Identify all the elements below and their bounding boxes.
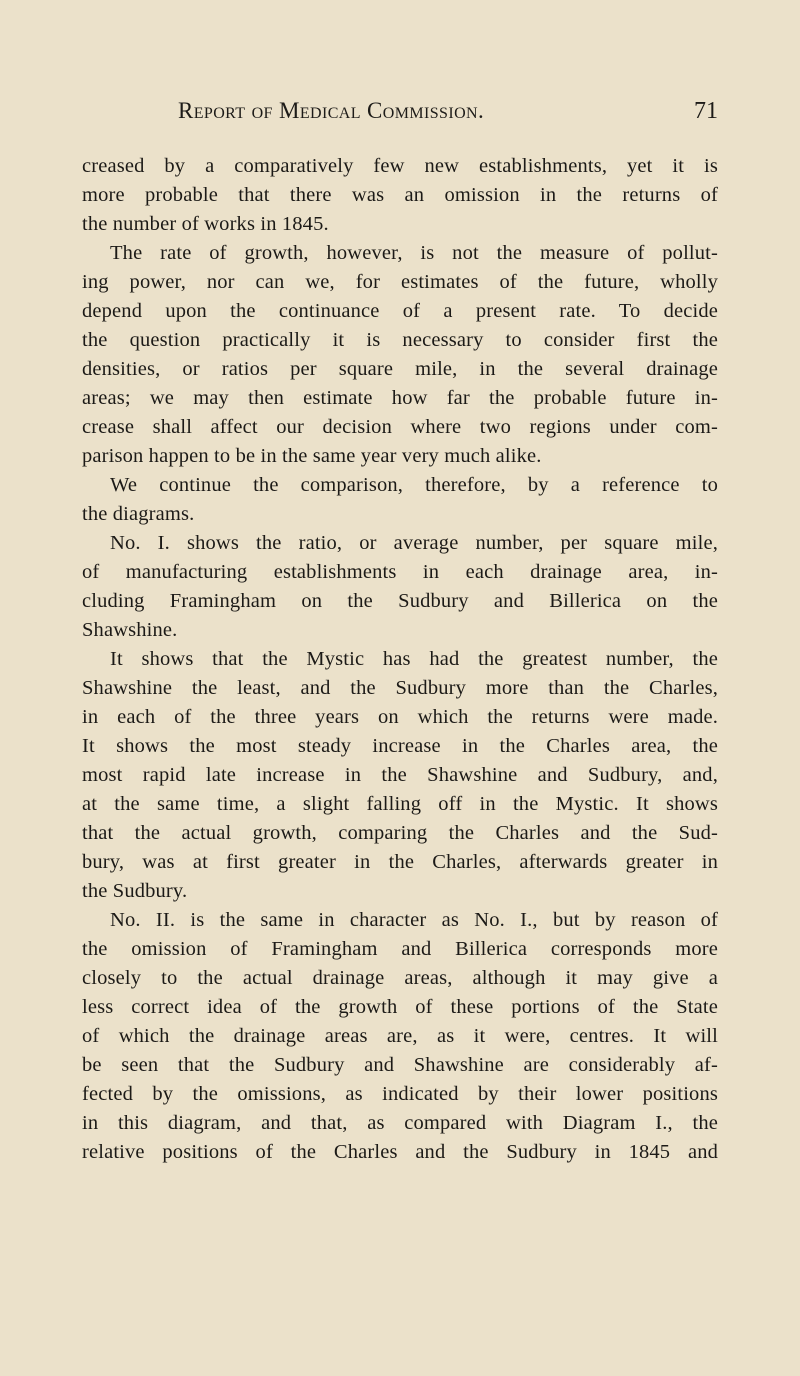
text-line: in each of the three years on which the returns were made. [82,706,718,728]
text-line: less correct idea of the growth of these portions of the State [82,996,718,1018]
paragraph-start-line: No. I. shows the ratio, or average number, per square mile, [110,532,718,554]
text-line: at the same time, a slight falling off in the Mystic. It shows [82,793,718,815]
text-line: It shows the most steady increase in the Charles area, the [82,735,718,757]
text-line: the omission of Framingham and Billerica corresponds more [82,938,718,960]
text-line: depend upon the continuance of a present rate. To decide [82,300,718,322]
text-line: the Sudbury. [82,880,188,902]
page-number: 71 [694,98,718,124]
text-line: more probable that there was an omission in the returns of [82,184,718,206]
text-line: of manufacturing establishments in each drainage area, in- [82,561,718,583]
paragraph-start-line: It shows that the Mystic has had the greatest number, the [110,648,718,670]
text-line: closely to the actual drainage areas, although it may give a [82,967,718,989]
text-line: that the actual growth, comparing the Charles and the Sud- [82,822,718,844]
text-line: relative positions of the Charles and the Sudbury in 1845 and [82,1141,718,1163]
text-line: parison happen to be in the same year very much alike. [82,445,542,467]
text-line: creased by a comparatively few new establishments, yet it is [82,155,718,177]
text-line: crease shall affect our decision where two regions under com- [82,416,718,438]
text-line: ing power, nor can we, for estimates of the future, wholly [82,271,718,293]
text-line: cluding Framingham on the Sudbury and Billerica on the [82,590,718,612]
text-line: densities, or ratios per square mile, in the several drainage [82,358,718,380]
text-line: the diagrams. [82,503,195,525]
paragraph-start-line: The rate of growth, however, is not the measure of pollut- [110,242,718,264]
text-line: fected by the omissions, as indicated by their lower positions [82,1083,718,1105]
text-line: in this diagram, and that, as compared with Diagram I., the [82,1112,718,1134]
text-line: the number of works in 1845. [82,213,329,235]
paragraph-start-line: We continue the comparison, therefore, by a reference to [110,474,718,496]
text-line: areas; we may then estimate how far the probable future in- [82,387,718,409]
running-header [158,96,718,130]
text-line: of which the drainage areas are, as it were, centres. It will [82,1025,718,1047]
paragraph-start-line: No. II. is the same in character as No. I., but by reason of [110,909,718,931]
text-line: be seen that the Sudbury and Shawshine are considerably af- [82,1054,718,1076]
text-line: Shawshine. [82,619,178,641]
text-line: the question practically it is necessary to consider first the [82,329,718,351]
text-line: Shawshine the least, and the Sudbury more than the Charles, [82,677,718,699]
running-title: Report of Medical Commission. [178,98,485,123]
text-line: bury, was at first greater in the Charles, afterwards greater in [82,851,718,873]
text-line: most rapid late increase in the Shawshine and Sudbury, and, [82,764,718,786]
